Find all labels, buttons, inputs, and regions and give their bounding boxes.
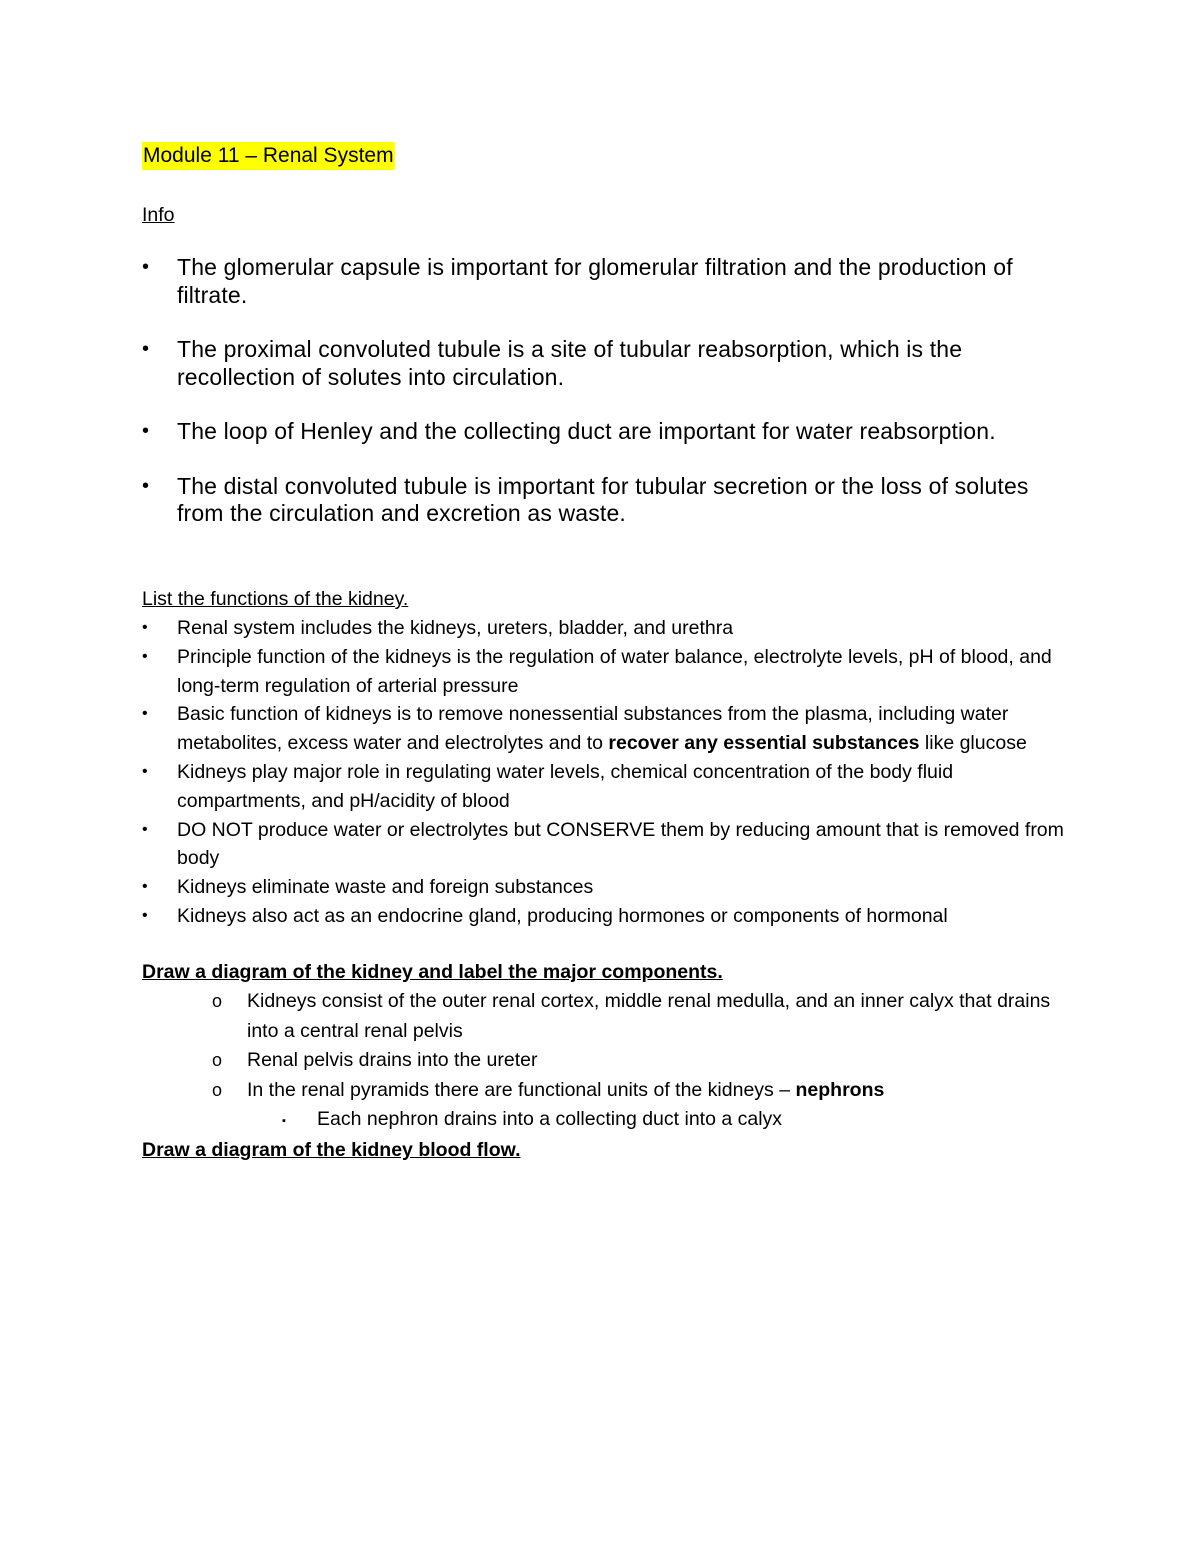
list-item	[142, 902, 1072, 931]
list-item-text: The distal convoluted tubule is important for tubular secretion or the loss of solutes from the circulation and excretion as waste.	[177, 472, 1029, 526]
list-item	[282, 1105, 1072, 1135]
list-item	[142, 816, 1072, 874]
list-item	[142, 418, 1072, 446]
bullet-icon: •	[142, 705, 148, 723]
circle-bullet-icon: o	[212, 1050, 223, 1070]
list-item-text: Principle function of the kidneys is the regulation of water balance, electrolyte levels, pH of blood, and long-term regulation of arterial pressure	[177, 645, 1052, 697]
list-item-text: Renal system includes the kidneys, ureters, bladder, and urethra	[177, 617, 734, 639]
list-item	[142, 473, 1072, 528]
bullet-icon: •	[142, 474, 150, 497]
list-item-text: Kidneys play major role in regulating water levels, chemical concentration of the body fluid compartments, and pH/acidity of blood	[177, 760, 954, 812]
list-item-text-part: like glucose	[919, 732, 1027, 755]
list-item	[212, 1076, 1072, 1106]
info-bullet-list	[142, 254, 1072, 555]
list-item-text: Kidneys consist of the outer renal cortex, middle renal medulla, and an inner calyx that drains into a central renal pelvis	[247, 990, 1051, 1042]
list-item	[142, 758, 1072, 816]
bullet-icon: •	[142, 762, 148, 780]
info-heading: Info	[142, 204, 175, 226]
list-item	[142, 254, 1072, 309]
list-item-text: The glomerular capsule is important for glomerular filtration and the production of filtrate.	[177, 254, 1013, 308]
emphasis-text: nephrons	[795, 1078, 885, 1101]
list-item	[142, 614, 1072, 643]
bullet-icon: •	[142, 647, 148, 665]
bullet-icon: •	[142, 619, 148, 636]
list-item-text-part: Basic function of kidneys is to remove nonessential substances from the plasma, including water metabolites, excess water and electrolytes and to	[177, 703, 1009, 755]
bullet-icon: •	[142, 420, 150, 442]
bullet-icon: •	[142, 256, 150, 278]
diagram-bullet-list	[212, 987, 1072, 1135]
list-item-text: Each nephron drains into a collecting duct into a calyx	[317, 1108, 783, 1130]
bloodflow-heading: Draw a diagram of the kidney blood flow.	[142, 1139, 521, 1161]
list-item-text: Kidneys eliminate waste and foreign substances	[177, 876, 594, 899]
bullet-icon: •	[142, 878, 148, 896]
diagram-heading: Draw a diagram of the kidney and label the major components.	[142, 961, 723, 983]
list-item	[212, 1046, 1072, 1076]
bullet-icon: •	[142, 820, 148, 838]
list-item-text	[247, 1079, 884, 1101]
bullet-icon: •	[142, 338, 150, 360]
functions-bullet-list	[142, 614, 1072, 931]
list-item	[212, 987, 1072, 1046]
document-title: Module 11 – Renal System	[142, 142, 395, 170]
emphasis-text: recover any essential substances	[608, 732, 920, 755]
list-item-text: Kidneys also act as an endocrine gland, producing hormones or components of hormonal	[177, 904, 948, 927]
list-item-text: DO NOT produce water or electrolytes but CONSERVE them by reducing amount that is removed from body	[177, 818, 1064, 870]
list-item-text: The loop of Henley and the collecting duct are important for water reabsorption.	[177, 418, 996, 444]
bullet-icon: •	[142, 906, 148, 924]
circle-bullet-icon: o	[212, 1079, 223, 1100]
list-item-text: Renal pelvis drains into the ureter	[247, 1049, 538, 1071]
list-item-text-part: In the renal pyramids there are functional units of the kidneys –	[247, 1078, 796, 1101]
functions-heading: List the functions of the kidney.	[142, 588, 409, 610]
list-item-text	[177, 703, 1027, 754]
square-bullet-icon: ▪	[282, 1115, 286, 1127]
list-item	[142, 336, 1072, 391]
circle-bullet-icon: o	[212, 991, 223, 1011]
list-item	[142, 700, 1072, 758]
list-item	[142, 873, 1072, 902]
list-item-text: The proximal convoluted tubule is a site of tubular reabsorption, which is the recollection of solutes into circulation.	[177, 336, 963, 390]
list-item	[142, 643, 1072, 701]
